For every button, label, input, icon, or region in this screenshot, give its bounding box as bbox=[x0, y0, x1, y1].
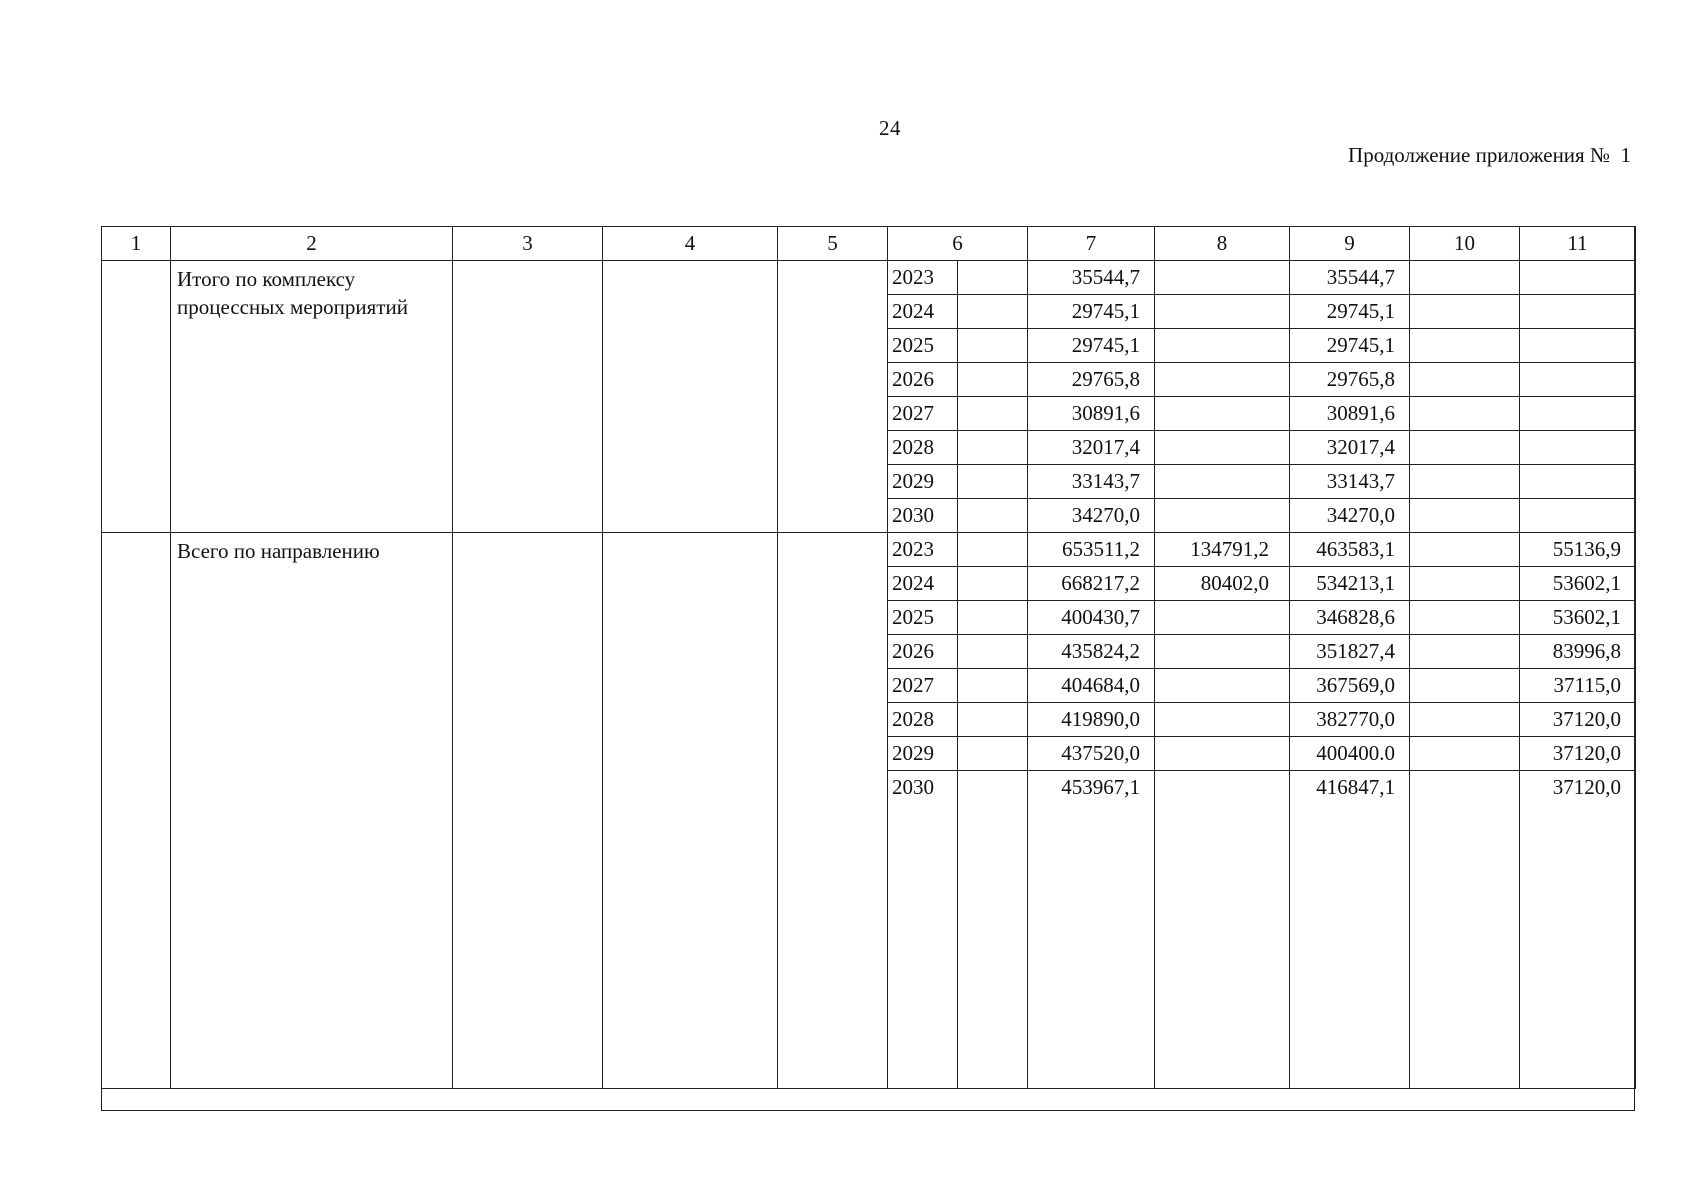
column-4-cell bbox=[603, 261, 778, 533]
header-cell-2: 2 bbox=[171, 227, 453, 261]
column-7-value: 33143,7 bbox=[1028, 465, 1155, 499]
column-7-value: 29745,1 bbox=[1028, 295, 1155, 329]
column-10-value bbox=[1410, 465, 1520, 499]
column-11-value: 37115,0 bbox=[1520, 669, 1636, 703]
column-8-value bbox=[1155, 499, 1290, 533]
header-cell-3: 3 bbox=[453, 227, 603, 261]
column-9-value: 30891,6 bbox=[1290, 397, 1410, 431]
empty-cell bbox=[888, 805, 958, 1089]
column-8-value: 80402,0 bbox=[1155, 567, 1290, 601]
empty-cell bbox=[958, 805, 1028, 1089]
column-11-value: 55136,9 bbox=[1520, 533, 1636, 567]
section-label: Итого по комплексу процессных мероприятий bbox=[171, 261, 453, 533]
column-6-sub-cell bbox=[958, 261, 1028, 295]
column-10-value bbox=[1410, 499, 1520, 533]
column-10-value bbox=[1410, 295, 1520, 329]
year-cell: 2024 bbox=[888, 567, 958, 601]
column-8-value bbox=[1155, 703, 1290, 737]
year-cell: 2029 bbox=[888, 465, 958, 499]
column-10-value bbox=[1410, 329, 1520, 363]
column-6-sub-cell bbox=[958, 771, 1028, 805]
empty-cell bbox=[1290, 805, 1410, 1089]
column-8-value bbox=[1155, 329, 1290, 363]
column-7-value: 437520,0 bbox=[1028, 737, 1155, 771]
column-7-value: 668217,2 bbox=[1028, 567, 1155, 601]
year-cell: 2028 bbox=[888, 703, 958, 737]
column-9-value: 534213,1 bbox=[1290, 567, 1410, 601]
empty-cell bbox=[1520, 805, 1636, 1089]
appendix-continuation-label: Продолжение приложения № 1 bbox=[1348, 143, 1631, 167]
column-7-value: 29765,8 bbox=[1028, 363, 1155, 397]
column-11-value: 53602,1 bbox=[1520, 567, 1636, 601]
column-11-value bbox=[1520, 431, 1636, 465]
column-9-value: 400400.0 bbox=[1290, 737, 1410, 771]
column-10-value bbox=[1410, 397, 1520, 431]
header-cell-11: 11 bbox=[1520, 227, 1636, 261]
column-10-value bbox=[1410, 533, 1520, 567]
column-9-value: 463583,1 bbox=[1290, 533, 1410, 567]
year-cell: 2023 bbox=[888, 533, 958, 567]
column-9-value: 34270,0 bbox=[1290, 499, 1410, 533]
column-9-value: 33143,7 bbox=[1290, 465, 1410, 499]
column-1-cell bbox=[102, 261, 171, 533]
year-cell: 2025 bbox=[888, 601, 958, 635]
column-7-value: 453967,1 bbox=[1028, 771, 1155, 805]
column-7-value: 435824,2 bbox=[1028, 635, 1155, 669]
column-10-value bbox=[1410, 567, 1520, 601]
column-11-value: 83996,8 bbox=[1520, 635, 1636, 669]
header-row bbox=[102, 227, 1636, 261]
column-9-value: 29745,1 bbox=[1290, 295, 1410, 329]
column-5-cell bbox=[778, 533, 888, 1089]
column-8-value bbox=[1155, 771, 1290, 805]
column-11-value bbox=[1520, 261, 1636, 295]
column-6-sub-cell bbox=[958, 567, 1028, 601]
year-cell: 2030 bbox=[888, 499, 958, 533]
column-11-value bbox=[1520, 329, 1636, 363]
column-11-value bbox=[1520, 363, 1636, 397]
column-11-value: 37120,0 bbox=[1520, 703, 1636, 737]
column-8-value bbox=[1155, 397, 1290, 431]
page-number: 24 bbox=[879, 116, 901, 140]
column-10-value bbox=[1410, 635, 1520, 669]
column-1-cell bbox=[102, 533, 171, 1089]
column-10-value bbox=[1410, 261, 1520, 295]
column-10-value bbox=[1410, 737, 1520, 771]
table-row bbox=[102, 533, 1636, 567]
column-8-value bbox=[1155, 669, 1290, 703]
table-body bbox=[102, 227, 1636, 1089]
column-8-value bbox=[1155, 635, 1290, 669]
column-6-sub-cell bbox=[958, 669, 1028, 703]
table-row bbox=[102, 261, 1636, 295]
column-6-sub-cell bbox=[958, 363, 1028, 397]
column-11-value: 37120,0 bbox=[1520, 737, 1636, 771]
column-6-sub-cell bbox=[958, 533, 1028, 567]
column-8-value bbox=[1155, 295, 1290, 329]
empty-cell bbox=[1028, 805, 1155, 1089]
column-9-value: 382770,0 bbox=[1290, 703, 1410, 737]
column-11-value bbox=[1520, 295, 1636, 329]
year-cell: 2028 bbox=[888, 431, 958, 465]
section-label: Всего по направлению bbox=[171, 533, 453, 1089]
column-10-value bbox=[1410, 431, 1520, 465]
year-cell: 2026 bbox=[888, 635, 958, 669]
year-cell: 2027 bbox=[888, 669, 958, 703]
column-8-value bbox=[1155, 431, 1290, 465]
year-cell: 2026 bbox=[888, 363, 958, 397]
column-10-value bbox=[1410, 669, 1520, 703]
column-11-value: 37120,0 bbox=[1520, 771, 1636, 805]
column-9-value: 351827,4 bbox=[1290, 635, 1410, 669]
column-8-value bbox=[1155, 465, 1290, 499]
column-7-value: 400430,7 bbox=[1028, 601, 1155, 635]
column-6-sub-cell bbox=[958, 635, 1028, 669]
header-cell-4: 4 bbox=[603, 227, 778, 261]
column-10-value bbox=[1410, 771, 1520, 805]
column-8-value bbox=[1155, 601, 1290, 635]
column-9-value: 32017,4 bbox=[1290, 431, 1410, 465]
column-9-value: 416847,1 bbox=[1290, 771, 1410, 805]
column-9-value: 367569,0 bbox=[1290, 669, 1410, 703]
year-cell: 2023 bbox=[888, 261, 958, 295]
column-7-value: 35544,7 bbox=[1028, 261, 1155, 295]
column-6-sub-cell bbox=[958, 465, 1028, 499]
year-cell: 2024 bbox=[888, 295, 958, 329]
column-7-value: 34270,0 bbox=[1028, 499, 1155, 533]
column-11-value bbox=[1520, 465, 1636, 499]
column-6-sub-cell bbox=[958, 431, 1028, 465]
column-10-value bbox=[1410, 363, 1520, 397]
column-6-sub-cell bbox=[958, 397, 1028, 431]
column-8-value bbox=[1155, 261, 1290, 295]
column-9-value: 35544,7 bbox=[1290, 261, 1410, 295]
header-cell-9: 9 bbox=[1290, 227, 1410, 261]
column-10-value bbox=[1410, 703, 1520, 737]
column-8-value: 134791,2 bbox=[1155, 533, 1290, 567]
column-7-value: 653511,2 bbox=[1028, 533, 1155, 567]
budget-table bbox=[101, 226, 1636, 1089]
column-3-cell bbox=[453, 533, 603, 1089]
column-6-sub-cell bbox=[958, 601, 1028, 635]
column-7-value: 404684,0 bbox=[1028, 669, 1155, 703]
column-7-value: 419890,0 bbox=[1028, 703, 1155, 737]
column-9-value: 346828,6 bbox=[1290, 601, 1410, 635]
column-6-sub-cell bbox=[958, 295, 1028, 329]
column-11-value bbox=[1520, 499, 1636, 533]
header-cell-1: 1 bbox=[102, 227, 171, 261]
column-9-value: 29745,1 bbox=[1290, 329, 1410, 363]
column-7-value: 30891,6 bbox=[1028, 397, 1155, 431]
header-cell-5: 5 bbox=[778, 227, 888, 261]
column-11-value: 53602,1 bbox=[1520, 601, 1636, 635]
column-6-sub-cell bbox=[958, 737, 1028, 771]
header-cell-7: 7 bbox=[1028, 227, 1155, 261]
column-10-value bbox=[1410, 601, 1520, 635]
column-11-value bbox=[1520, 397, 1636, 431]
column-8-value bbox=[1155, 737, 1290, 771]
column-5-cell bbox=[778, 261, 888, 533]
year-cell: 2025 bbox=[888, 329, 958, 363]
year-cell: 2030 bbox=[888, 771, 958, 805]
empty-cell bbox=[1155, 805, 1290, 1089]
column-9-value: 29765,8 bbox=[1290, 363, 1410, 397]
column-6-sub-cell bbox=[958, 703, 1028, 737]
column-6-sub-cell bbox=[958, 329, 1028, 363]
year-cell: 2029 bbox=[888, 737, 958, 771]
column-7-value: 32017,4 bbox=[1028, 431, 1155, 465]
header-cell-8: 8 bbox=[1155, 227, 1290, 261]
column-6-sub-cell bbox=[958, 499, 1028, 533]
year-cell: 2027 bbox=[888, 397, 958, 431]
empty-cell bbox=[1410, 805, 1520, 1089]
header-cell-6: 6 bbox=[888, 227, 1028, 261]
column-8-value bbox=[1155, 363, 1290, 397]
column-4-cell bbox=[603, 533, 778, 1089]
column-7-value: 29745,1 bbox=[1028, 329, 1155, 363]
column-3-cell bbox=[453, 261, 603, 533]
header-cell-10: 10 bbox=[1410, 227, 1520, 261]
